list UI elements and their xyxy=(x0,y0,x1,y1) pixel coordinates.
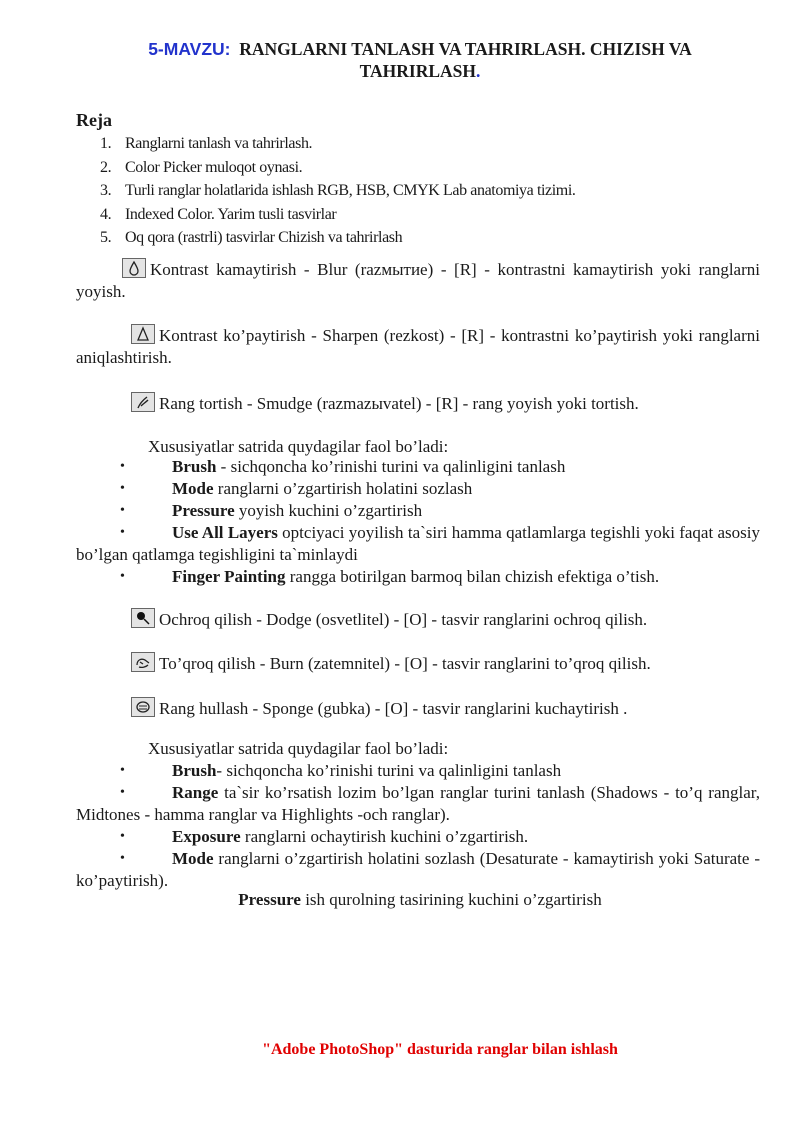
burn-hand-icon xyxy=(131,652,155,672)
features-intro-2: Xususiyatlar satrida quydagilar faol bo’ladi: xyxy=(148,739,449,758)
plan-list xyxy=(100,132,575,250)
features-list-2 xyxy=(76,760,760,892)
topic-number: 5-MAVZU: xyxy=(148,39,231,59)
list-item: • Mode ranglarni o’zgartirish holatini sozlash xyxy=(120,479,473,498)
pressure-line: Pressure ish qurolning tasirining kuchini o’zgartirish xyxy=(238,890,602,909)
title-text: RANGLARNI TANLASH VA TAHRIRLASH. CHIZISH VA TAHRIRLASH xyxy=(239,39,692,81)
burn-tool-paragraph: To’qroq qilish - Burn (zatemnitel) - [O] - tasvir ranglarini to’qroq qilish. xyxy=(76,652,760,675)
list-item: • Finger Painting rangga botirilgan barmoq bilan chizish efektiga o’tish. xyxy=(120,567,660,586)
plan-heading: Reja xyxy=(76,110,112,130)
list-item: • Pressure yoyish kuchini o’zgartirish xyxy=(120,501,423,520)
page-title xyxy=(100,38,740,82)
sponge-tool-paragraph: Rang hullash - Sponge (gubka) - [O] - tasvir ranglarini kuchaytirish . xyxy=(76,697,760,720)
blur-drop-icon xyxy=(122,258,146,278)
plan-item: 4. Indexed Color. Yarim tusli tasvirlar xyxy=(100,205,337,223)
blur-tool-paragraph: Kontrast kamaytirish - Blur (razмытие) - [R] - kontrastni kamaytirish yoki ranglarni yoyish. xyxy=(76,260,760,301)
list-item: • Range ta`sir ko’rsatish lozim bo’lgan ranglar turini tanlash (Shadows - to’q ranglar, Midtones - hamma ranglar va Highlights -och ranglar). xyxy=(76,783,760,824)
features-intro-1: Xususiyatlar satrida quydagilar faol bo’ladi: xyxy=(148,437,449,456)
features-list-1 xyxy=(76,456,760,588)
footer-caption: "Adobe PhotoShop" dasturida ranglar bilan ishlash xyxy=(262,1041,618,1058)
plan-item: 2. Color Picker muloqot oynasi. xyxy=(100,158,303,176)
dodge-tool-paragraph: Ochroq qilish - Dodge (osvetlitel) - [O] - tasvir ranglarini ochroq qilish. xyxy=(76,608,760,631)
plan-item: 5. Oq qora (rastrli) tasvirlar Chizish va tahrirlash xyxy=(100,229,403,246)
list-item: • Brush- sichqoncha ko’rinishi turini va qalinligini tanlash xyxy=(120,761,562,780)
sharpen-triangle-icon xyxy=(131,324,155,344)
list-item: • Brush - sichqoncha ko’rinishi turini va qalinligini tanlash xyxy=(120,457,566,476)
smudge-tool-paragraph: Rang tortish - Smudge (razmazыvatel) - [R] - rang yoyish yoki tortish. xyxy=(76,392,760,415)
sponge-icon xyxy=(131,697,155,717)
sharpen-tool-paragraph: Kontrast ko’paytirish - Sharpen (rezkost) - [R] - kontrastni ko’paytirish yoki ranglarni aniqlashtirish. xyxy=(76,326,760,367)
smudge-finger-icon xyxy=(131,392,155,412)
title-dot: . xyxy=(476,61,481,81)
list-item: • Exposure ranglarni ochaytirish kuchini o’zgartirish. xyxy=(120,827,529,846)
dodge-lollipop-icon xyxy=(131,608,155,628)
list-item: • Mode ranglarni o’zgartirish holatini sozlash (Desaturate - kamaytirish yoki Saturate - ko’paytirish). xyxy=(76,849,760,890)
plan-item: 1. Ranglarni tanlash va tahrirlash. xyxy=(100,135,313,152)
plan-item: 3. Turli ranglar holatlarida ishlash RGB, HSB, CMYK Lab anatomiya tizimi. xyxy=(100,182,576,199)
list-item: • Use All Layers optciyaci yoyilish ta`siri hamma qatlamlarga tegishli yoki faqat asosiy bo’lgan qatlamga tegishligini ta`minlaydi xyxy=(76,523,760,564)
